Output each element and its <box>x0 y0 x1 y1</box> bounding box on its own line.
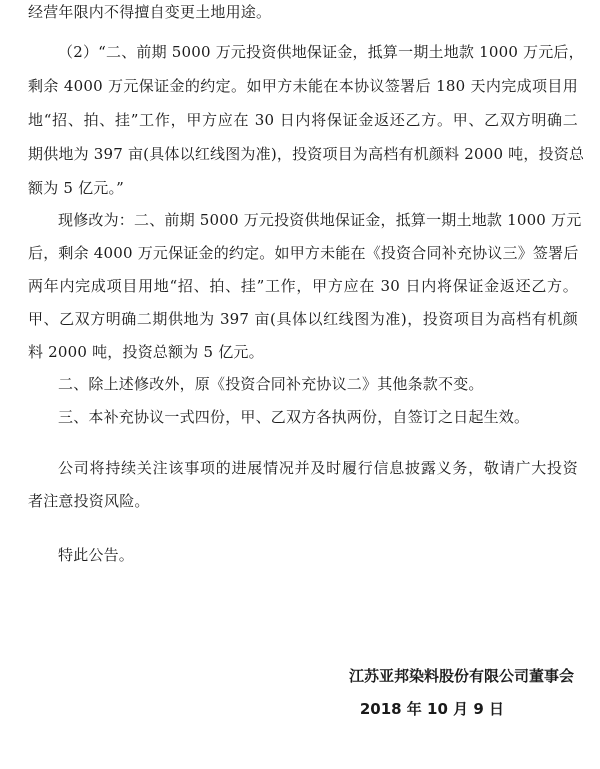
paragraph-line-5: 期供地为 397 亩(具体以红线图为准)，投资项目为高档有机颜料 2000 吨，投资总 <box>28 145 585 163</box>
paragraph-line-10: 甲、乙双方明确二期供地为 397 亩(具体以红线图为准)，投资项目为高档有机颜 <box>28 310 578 328</box>
paragraph-line-7: 现修改为：二、前期 5000 万元投资供地保证金，抵算一期土地款 1000 万元 <box>58 211 582 229</box>
paragraph-line-14: 公司将持续关注该事项的进展情况并及时履行信息披露义务，敬请广大投资 <box>58 459 578 477</box>
paragraph-line-3: 剩余 4000 万元保证金的约定。如甲方未能在本协议签署后 180 天内完成项目用 <box>28 77 578 95</box>
paragraph-line-15: 者注意投资风险。 <box>28 492 150 510</box>
paragraph-line-6: 额为 5 亿元。” <box>28 179 125 197</box>
paragraph-line-2: （2）“二、前期 5000 万元投资供地保证金，抵算一期土地款 1000 万元后， <box>58 43 584 61</box>
paragraph-line-4: 地“招、拍、挂”工作，甲方应在 30 日内将保证金返还乙方。甲、乙双方明确二 <box>28 111 578 129</box>
paragraph-line-12: 二、除上述修改外，原《投资合同补充协议二》其他条款不变。 <box>58 375 484 393</box>
paragraph-line-9: 两年内完成项目用地“招、拍、挂”工作，甲方应在 30 日内将保证金返还乙方。 <box>28 277 578 295</box>
paragraph-line-16: 特此公告。 <box>58 546 135 564</box>
paragraph-line-13: 三、本补充协议一式四份，甲、乙双方各执两份，自签订之日起生效。 <box>58 408 530 426</box>
paragraph-line-1: 经营年限内不得擅自变更土地用途。 <box>28 3 272 21</box>
paragraph-line-8: 后，剩余 4000 万元保证金的约定。如甲方未能在《投资合同补充协议三》签署后 <box>28 244 579 262</box>
paragraph-line-11: 料 2000 吨，投资总额为 5 亿元。 <box>28 343 264 361</box>
signature-company: 江苏亚邦染料股份有限公司董事会 <box>348 667 574 685</box>
signature-date: 2018 年 10 月 9 日 <box>359 700 504 718</box>
